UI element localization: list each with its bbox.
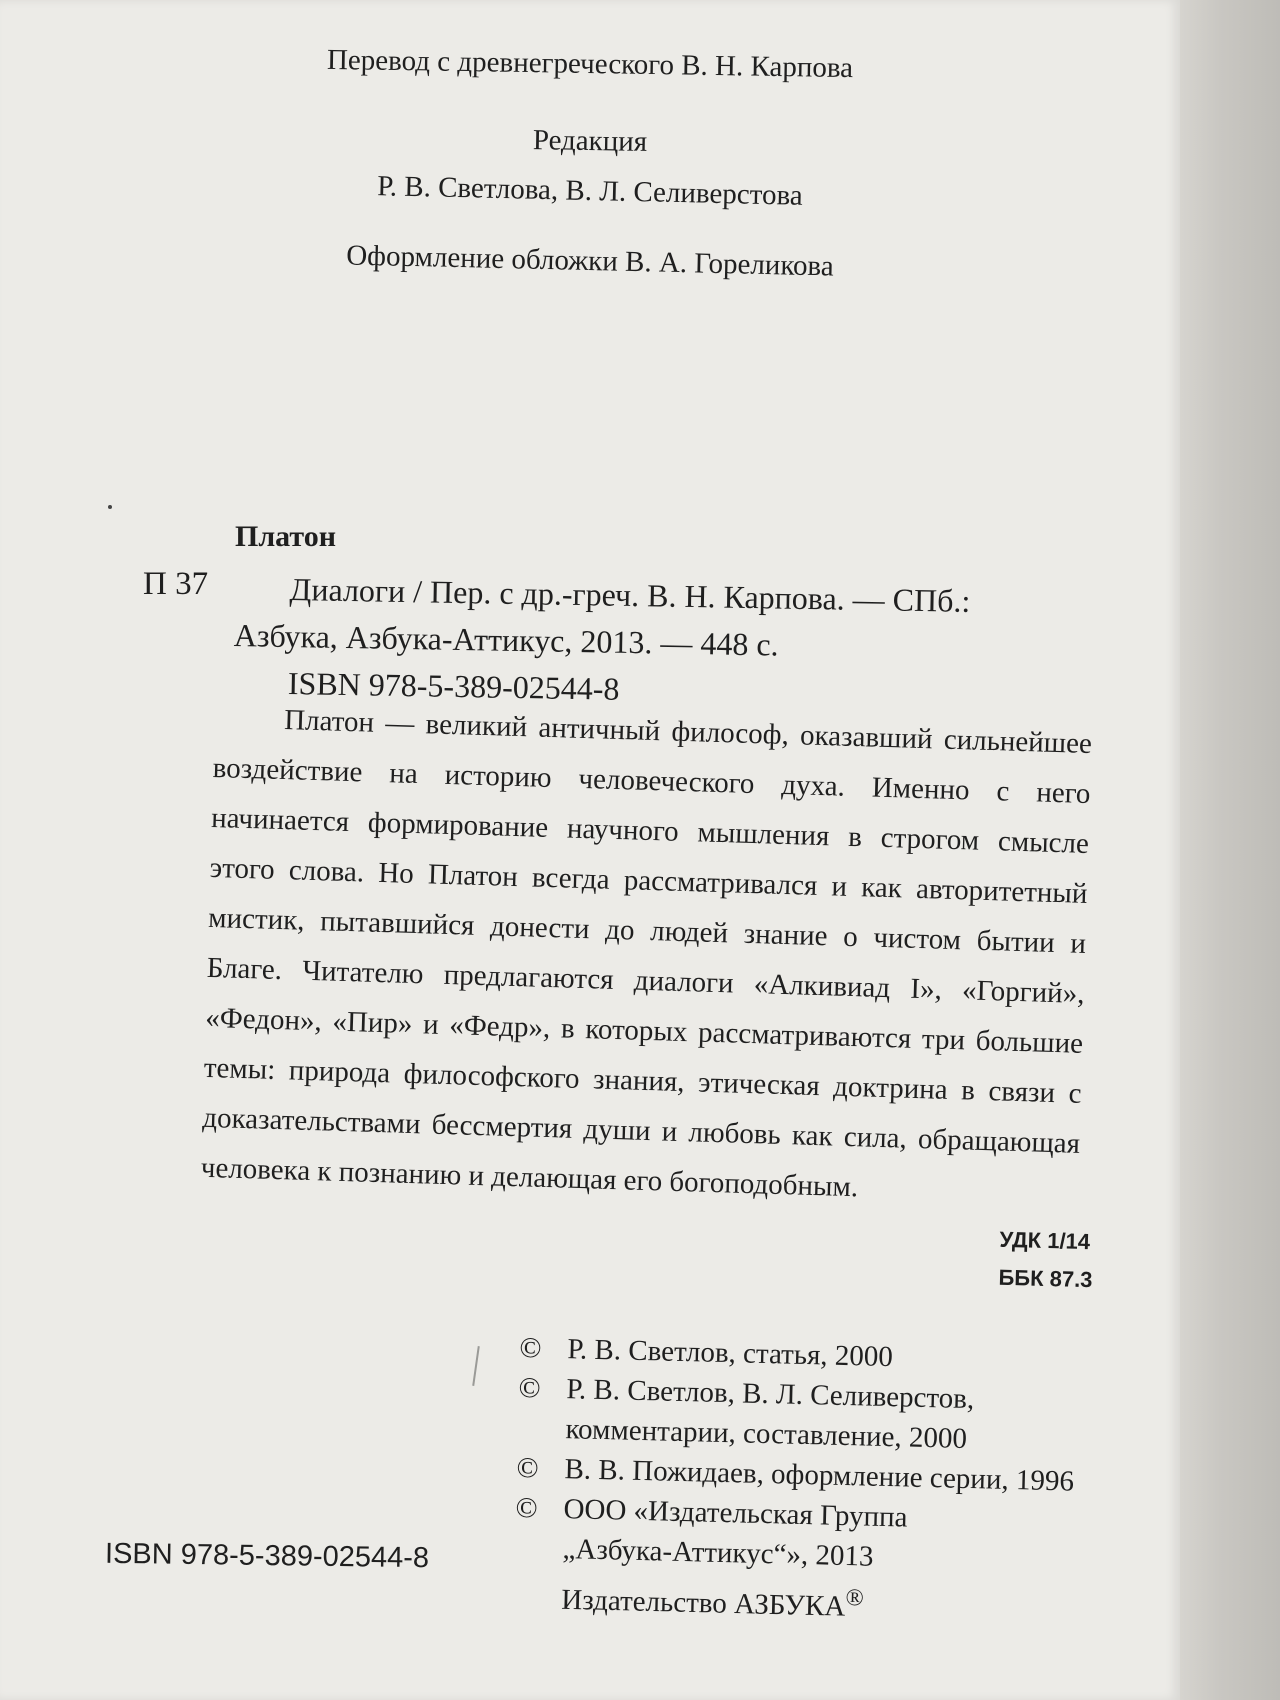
catalog-author: Платон	[235, 520, 337, 553]
editors-credit: Р. В. Светлова, В. Л. Селиверстова	[376, 170, 804, 212]
editing-label: Редакция	[532, 124, 648, 158]
catalog-code: П 37	[143, 566, 209, 602]
classification-codes	[998, 1221, 1094, 1299]
copyright-entry-continued: „Азбука-Аттикус“», 2013	[562, 1533, 874, 1573]
copyright-entry-continued: комментарии, составление, 2000	[565, 1413, 968, 1455]
page-edge	[1180, 0, 1280, 1700]
copyright-symbol: ©	[519, 1331, 542, 1365]
copyright-entry: © Р. В. Светлов, В. Л. Селиверстов,	[518, 1368, 1119, 1423]
copyright-entry: © В. В. Пожидаев, оформление серии, 1996	[516, 1448, 1117, 1503]
copyright-entry: © ООО «Издательская Группа	[515, 1488, 1116, 1543]
biblio-line-1: Диалоги / Пер. с др.-греч. В. Н. Карпова. — СПб.:	[289, 570, 971, 619]
bbk-code: ББК 87.3	[998, 1264, 1093, 1293]
copyright-symbol: ©	[515, 1491, 539, 1525]
biblio-line-2: Азбука, Азбука-Аттикус, 2013. — 448 с.	[233, 617, 779, 663]
publisher-name: Издательство АЗБУКА®	[560, 1583, 865, 1623]
copyright-block	[513, 1328, 1120, 1633]
udc-code: УДК 1/14	[999, 1226, 1091, 1255]
annotation-paragraph: Платон — великий античный философ, оказавший сильнейшее воздействие на историю человеческого духа. Именно с него начинается формирование научного мышления в строгом смысле этого слова. Но Платон всегда рассматривался и как авторитетный мистик, пытавшийся донести до людей знание о чистом бытии и Благе. Читателю предлагаются диалоги «Алкивиад I», «Горгий», «Федон», «Пир» и «Федр», в которых рассматриваются три большие темы: природа философского знания, этическая доктрина в связи с доказательствами бессмертия души и любовь как сила, обращающая человека к познанию и делающая его богоподобным.	[200, 704, 1093, 1204]
copyright-symbol: ©	[516, 1451, 540, 1485]
print-speck	[108, 505, 112, 509]
copyright-entry: © Р. В. Светлов, статья, 2000	[519, 1328, 1120, 1383]
cover-credit: Оформление обложки В. А. Гореликова	[345, 239, 835, 283]
bibliographic-record	[233, 566, 1090, 721]
catalog-isbn: ISBN 978-5-389-02544-8	[287, 664, 620, 707]
isbn-bottom: ISBN 978-5-389-02544-8	[104, 1537, 430, 1575]
copyright-symbol: ©	[518, 1371, 541, 1405]
registered-mark: ®	[845, 1585, 865, 1612]
print-mark	[472, 1346, 480, 1386]
translation-credit: Перевод с древнегреческого В. Н. Карпова	[326, 43, 854, 85]
